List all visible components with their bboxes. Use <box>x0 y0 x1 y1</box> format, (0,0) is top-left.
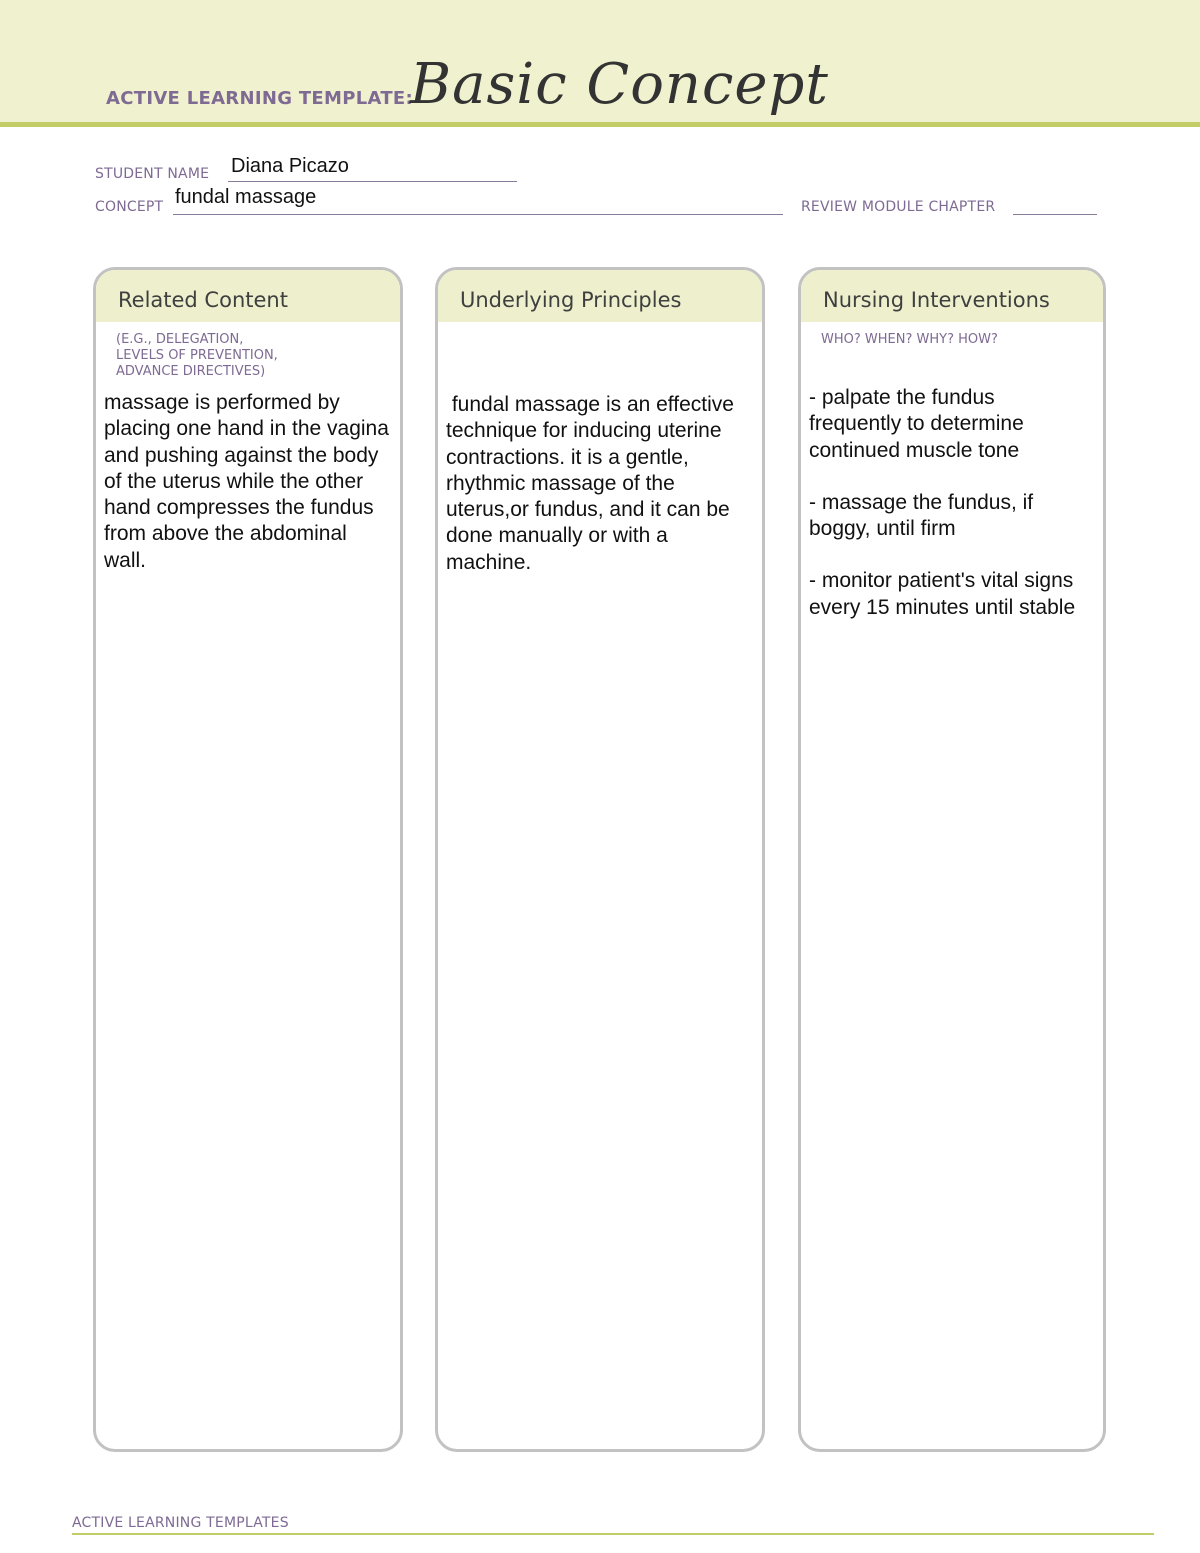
underlying-principles-panel <box>435 267 765 1452</box>
review-module-label: REVIEW MODULE CHAPTER <box>801 199 996 215</box>
header-divider <box>0 122 1200 127</box>
nursing-interventions-panel <box>798 267 1106 1452</box>
student-name-label: STUDENT NAME <box>95 166 210 182</box>
template-label: ACTIVE LEARNING TEMPLATE: <box>106 88 413 109</box>
underlying-principles-title: Underlying Principles <box>438 270 762 322</box>
underlying-principles-text[interactable]: fundal massage is an effective technique for inducing uterine contractions. it is a gentle, rhythmic massage of the uterus,or fundus, and it can be done manually or with a machine. <box>446 393 740 574</box>
student-name-line <box>228 181 517 182</box>
concept-label: CONCEPT <box>95 199 164 215</box>
footer-label: ACTIVE LEARNING TEMPLATES <box>72 1515 289 1531</box>
intervention-item: - palpate the fundus frequently to determine continued muscle tone <box>809 386 1024 462</box>
nursing-interventions-text[interactable] <box>801 348 1079 621</box>
review-module-field[interactable] <box>1013 214 1097 215</box>
related-content-title: Related Content <box>96 270 400 322</box>
related-content-hint: (E.G., DELEGATION, LEVELS OF PREVENTION, ADVANCE DIRECTIVES) <box>116 332 278 379</box>
template-title: Basic Concept <box>410 52 829 117</box>
student-name-field[interactable]: Diana Picazo <box>231 155 349 177</box>
nursing-interventions-hint: WHO? WHEN? WHY? HOW? <box>821 332 998 347</box>
related-content-text[interactable]: massage is performed by placing one hand in the vagina and pushing against the body of the uterus while the other hand compresses the fundus from above the abdominal wall. <box>104 391 389 572</box>
concept-line <box>173 214 783 215</box>
nursing-interventions-title: Nursing Interventions <box>801 270 1103 322</box>
intervention-item: - massage the fundus, if boggy, until firm <box>809 490 1034 541</box>
related-content-panel <box>93 267 403 1452</box>
intervention-item: - monitor patient's vital signs every 15 minutes until stable <box>809 569 1076 619</box>
concept-field[interactable]: fundal massage <box>175 186 317 208</box>
footer-divider <box>72 1533 1154 1535</box>
